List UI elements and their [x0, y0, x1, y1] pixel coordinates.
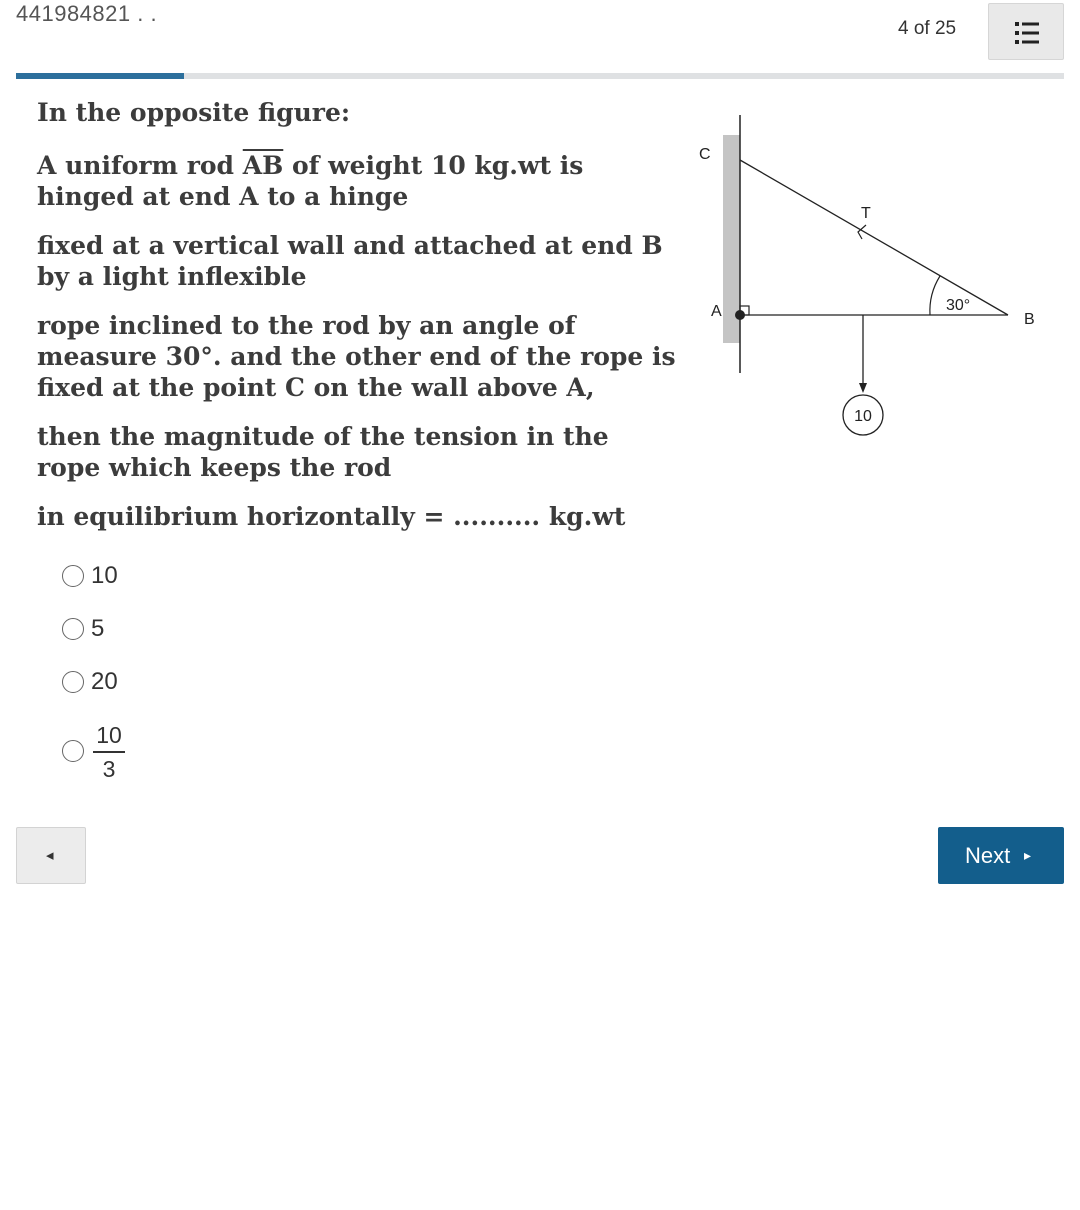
question-text: [37, 97, 677, 550]
radio-button[interactable]: [62, 565, 84, 587]
weight-arrowhead: [859, 383, 867, 393]
fraction-denominator: 3: [102, 755, 116, 782]
answer-option[interactable]: [60, 560, 260, 600]
rod-figure: [690, 105, 1060, 445]
hinge-point: [735, 310, 745, 320]
list-icon: [1015, 22, 1039, 44]
next-label: Next: [965, 843, 1011, 868]
tension-label: T: [861, 205, 871, 222]
point-a-label: A: [711, 303, 722, 320]
point-c-label: C: [699, 146, 711, 163]
option-label: 10: [91, 562, 118, 589]
progress-bar: [16, 73, 1064, 79]
rod-label: $\overline{AB}$: [242, 151, 284, 180]
next-icon: ▸: [1024, 847, 1032, 863]
angle-arc: [930, 276, 940, 315]
question-paragraph: rope inclined to the rod by an angle of measure 30°. and the other end of the rope is fixed at the point C on the wall above A,: [37, 311, 676, 402]
answer-option[interactable]: [60, 613, 260, 653]
previous-icon: ◂: [46, 847, 54, 864]
question-text-part: A uniform rod: [37, 151, 243, 180]
radio-button[interactable]: [62, 671, 84, 693]
question-intro: In the opposite figure:: [37, 98, 351, 127]
quiz-id: 441984821 . .: [16, 1, 158, 26]
radio-button[interactable]: [62, 618, 84, 640]
question-paragraph: fixed at a vertical wall and attached at end B by a light inflexible: [37, 231, 663, 291]
point-b-label: B: [1024, 311, 1035, 328]
answer-option[interactable]: [60, 720, 260, 784]
question-text-part: of weight 10 kg.wt is hinged at end A to a hinge: [37, 151, 584, 211]
progress-fill: [16, 73, 184, 79]
option-label: 20: [91, 668, 118, 695]
question-paragraph: [37, 150, 677, 212]
question-paragraph: in equilibrium horizontally = .......... kg.wt: [37, 502, 626, 531]
option-label: 5: [91, 615, 105, 642]
fraction-bar: [93, 751, 125, 753]
answer-option[interactable]: [60, 666, 260, 706]
weight-label: 10: [854, 408, 872, 425]
radio-button[interactable]: [62, 740, 84, 762]
next-button[interactable]: [938, 827, 1064, 884]
angle-label: 30°: [946, 297, 971, 314]
question-list-button[interactable]: [988, 3, 1064, 60]
question-paragraph: then the magnitude of the tension in the rope which keeps the rod: [37, 422, 609, 482]
fraction-numerator: 10: [96, 722, 122, 748]
rope-line: [740, 160, 1008, 315]
question-counter: 4 of 25: [898, 18, 957, 39]
fraction: [93, 720, 125, 783]
previous-button[interactable]: [16, 827, 86, 884]
